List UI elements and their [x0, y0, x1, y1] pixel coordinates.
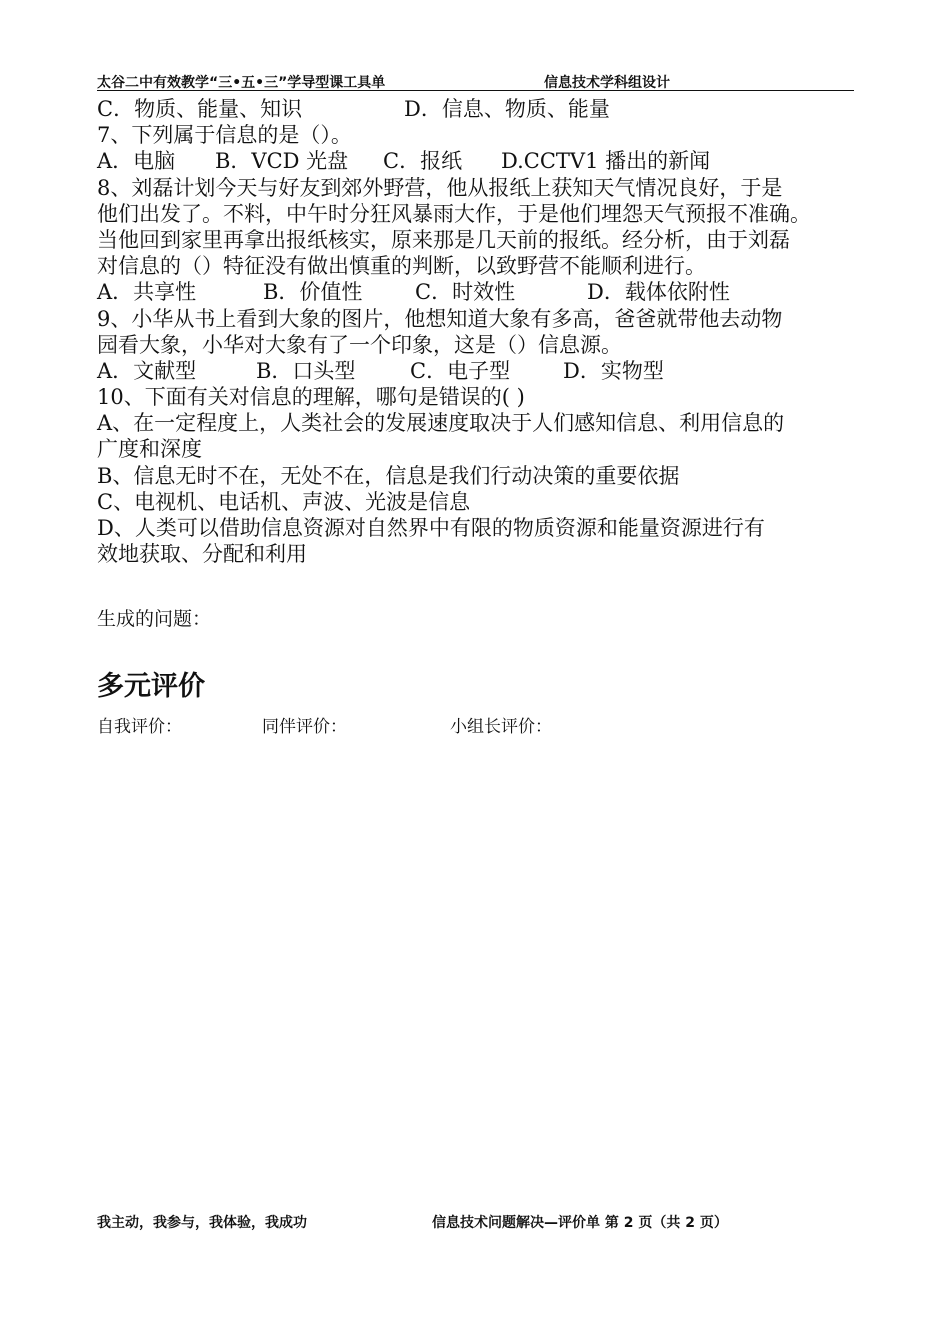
q7-stem: 7、下列属于信息的是（）。 — [97, 123, 352, 148]
q10-option-b: B、信息无时不在，无处不在，信息是我们行动决策的重要依据 — [97, 463, 680, 488]
footer-page-info: 信息技术问题解决—评价单 第 2 页（共 2 页） — [432, 1215, 728, 1231]
q9-line-1: 9、小华从书上看到大象的图片，他想知道大象有多高，爸爸就带他去动物 — [97, 306, 783, 331]
q6-option-c: C．物质、能量、知识 — [97, 97, 303, 121]
q9-option-c: C．电子型 — [410, 358, 511, 383]
q10-option-c: C、电视机、电话机、声波、光波是信息 — [97, 489, 471, 514]
q8-line-1: 8、刘磊计划今天与好友到郊外野营，他从报纸上获知天气情况良好，于是 — [97, 175, 783, 200]
peer-evaluation-label: 同伴评价： — [262, 717, 347, 737]
q10-option-d-line-2: 效地获取、分配和利用 — [97, 542, 307, 567]
q8-line-2: 他们出发了。不料，中午时分狂风暴雨大作，于是他们埋怨天气预报不准确。 — [97, 201, 811, 226]
q8-line-4: 对信息的（）特征没有做出慎重的判断，以致野营不能顺利进行。 — [97, 254, 706, 279]
questions-body — [97, 96, 859, 567]
q6-options — [97, 96, 859, 122]
q9-line-2: 园看大象，小华对大象有了一个印象，这是（）信息源。 — [97, 332, 622, 357]
q7-options — [97, 148, 859, 174]
footer-motto: 我主动，我参与，我体验，我成功 — [97, 1215, 307, 1231]
q10-option-d-line-1: D、人类可以借助信息资源对自然界中有限的物质资源和能量资源进行有 — [97, 516, 765, 540]
generated-questions-label: 生成的问题： — [97, 608, 212, 630]
q7-option-b: B．VCD 光盘 — [215, 149, 349, 174]
q8-option-a: A．共享性 — [97, 280, 197, 305]
self-evaluation-label: 自我评价： — [97, 717, 182, 737]
q9-option-a: A．文献型 — [97, 358, 197, 383]
leader-evaluation-label: 小组长评价： — [450, 717, 552, 737]
q9-option-d: D．实物型 — [563, 358, 664, 383]
q8-options — [97, 279, 859, 305]
q8-line-3: 当他回到家里再拿出报纸核实，原来那是几天前的报纸。经分析，由于刘磊 — [97, 227, 790, 252]
q9-options — [97, 358, 859, 384]
page-header — [97, 70, 854, 91]
header-school-title: 太谷二中有效教学“三•五•三”学导型课工具单 — [97, 75, 386, 91]
q7-option-c: C．报纸 — [383, 149, 463, 174]
q7-option-a: A．电脑 — [97, 149, 176, 174]
q10-option-a-line-1: A、在一定程度上，人类社会的发展速度取决于人们感知信息、利用信息的 — [97, 411, 785, 436]
q9-option-b: B．口头型 — [256, 358, 356, 383]
q8-option-d: D．载体依附性 — [587, 280, 730, 305]
evaluation-title: 多元评价 — [97, 671, 205, 702]
q6-option-d: D．信息、物质、能量 — [404, 97, 610, 121]
q10-stem: 10、下面有关对信息的理解，哪句是错误的( ) — [97, 385, 525, 410]
q8-option-c: C．时效性 — [415, 280, 516, 305]
q7-option-d: D.CCTV1 播出的新闻 — [501, 149, 711, 174]
header-designer: 信息技术学科组设计 — [544, 75, 670, 91]
q8-option-b: B．价值性 — [263, 280, 363, 305]
q10-option-a-line-2: 广度和深度 — [97, 437, 202, 462]
